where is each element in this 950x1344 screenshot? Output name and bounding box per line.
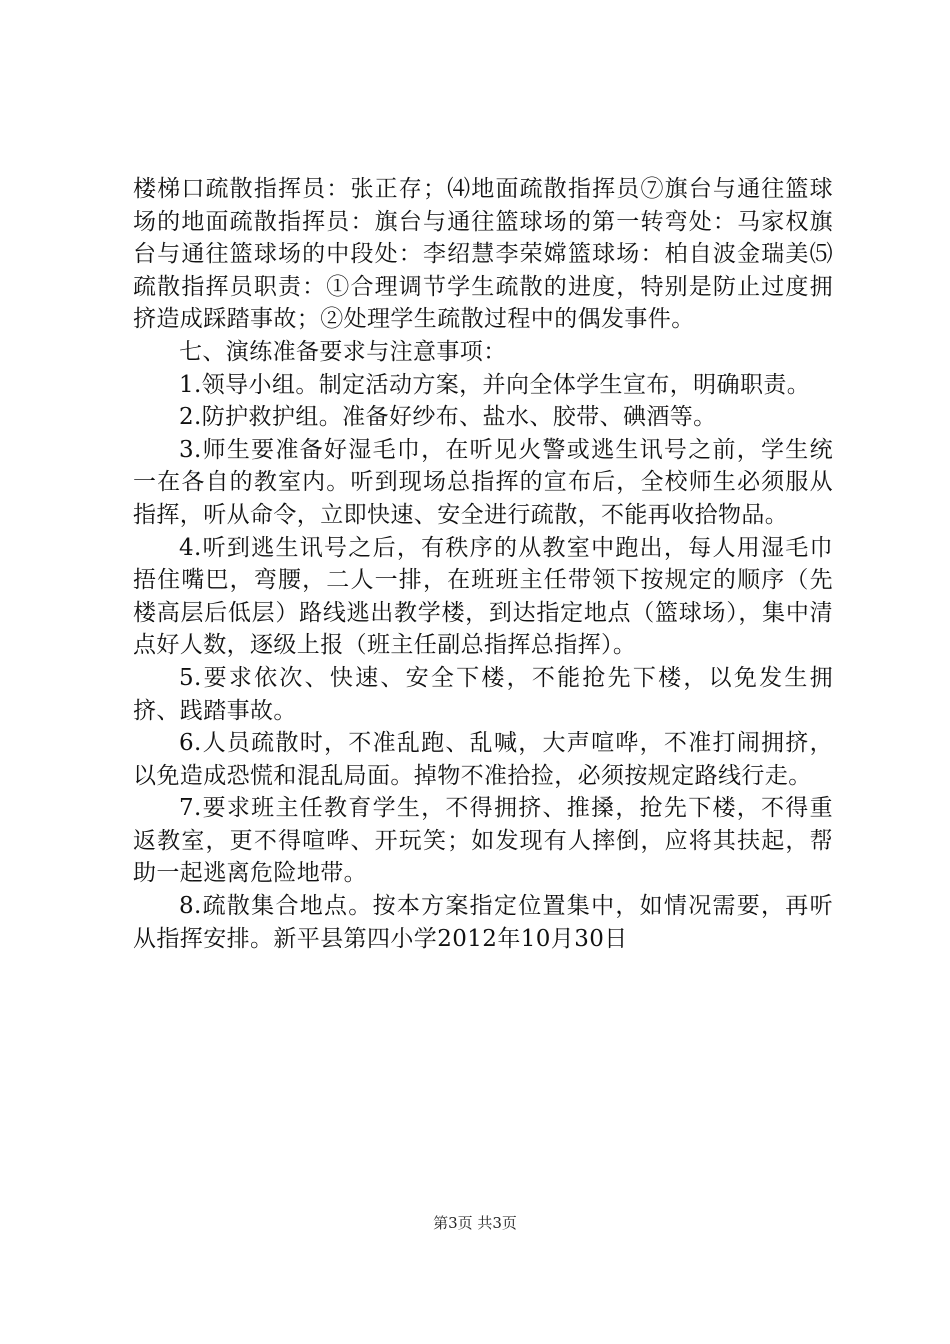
paragraph-item-4: 4.听到逃生讯号之后，有秩序的从教室中跑出，每人用湿毛巾捂住嘴巴，弯腰，二人一排，在班班主任带领下按规定的顺序（先楼高层后低层）路线逃出教学楼，到达指定地点（篮球场），集中清点好人数，逐级上报（班主任副总指挥总指挥）。 [133,534,833,659]
paragraph-item-3: 3.师生要准备好湿毛巾，在听见火警或逃生讯号之前，学生统一在各自的教室内。听到现场总指挥的宣布后，全校师生必须服从指挥，听从命令，立即快速、安全进行疏散，不能再收拾物品。 [133,436,833,528]
paragraph-item-6: 6.人员疏散时，不准乱跑、乱喊，大声喧哗，不准打闹拥挤，以免造成恐慌和混乱局面。掉物不准拾捡，必须按规定路线行走。 [133,730,833,789]
section-heading-drill-requirements: 七、演练准备要求与注意事项： [179,338,507,365]
document-body [133,173,833,955]
paragraph-evacuation-commanders: 楼梯口疏散指挥员：张正存；⑷地面疏散指挥员⑦旗台与通往篮球场的地面疏散指挥员：旗台与通往篮球场的第一转弯处：马家权旗台与通往篮球场的中段处：李绍慧李荣嫦篮球场：柏自波金瑞美⑸疏散指挥员职责：①合理调节学生疏散的进度，特别是防止过度拥挤造成踩踏事故；②处理学生疏散过程中的偶发事件。 [133,176,833,333]
paragraph-item-1: 1.领导小组。制定活动方案，并向全体学生宣布，明确职责。 [179,371,811,398]
paragraph-item-8: 8.疏散集合地点。按本方案指定位置集中，如情况需要，再听从指挥安排。新平县第四小学2012年10月30日 [133,893,833,952]
paragraph-item-5: 5.要求依次、快速、安全下楼，不能抢先下楼，以免发生拥挤、践踏事故。 [133,664,833,724]
page-number-footer: 第3页 共3页 [433,1214,517,1232]
paragraph-item-2: 2.防护救护组。准备好纱布、盐水、胶带、碘酒等。 [179,404,717,431]
paragraph-item-7: 7.要求班主任教育学生，不得拥挤、推搡，抢先下楼，不得重返教室，更不得喧哗、开玩笑；如发现有人摔倒，应将其扶起，帮助一起逃离危险地带。 [133,795,833,887]
